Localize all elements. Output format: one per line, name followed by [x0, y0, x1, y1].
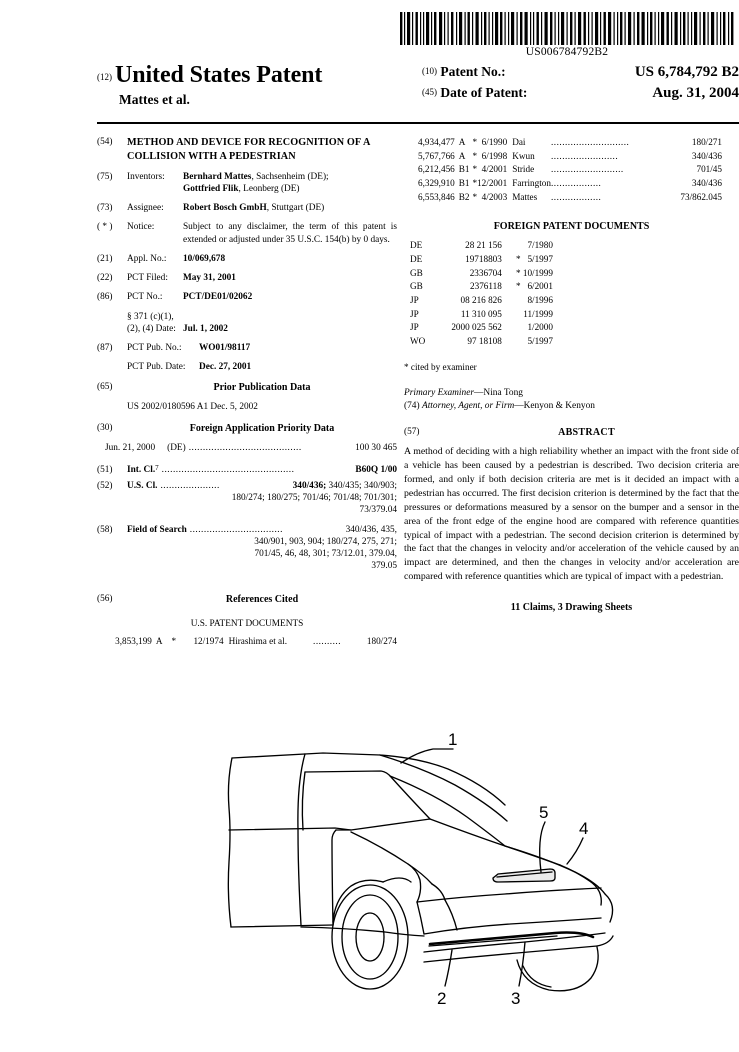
patent-header — [97, 62, 739, 120]
inventor-city: , Sachsenheim (DE); — [251, 171, 329, 182]
ref-name: Dai — [512, 137, 526, 147]
inventor-entry — [183, 183, 397, 195]
foreign-priority-code: (30) — [97, 423, 113, 434]
prior-pub-heading: Prior Publication Data — [213, 381, 311, 393]
section-371-labels — [127, 311, 183, 336]
ref-star: * — [472, 177, 478, 188]
us-cl-line3: 73/379.04 — [359, 505, 397, 516]
left-column — [97, 136, 397, 649]
foreign-number: 19718803 — [465, 254, 502, 265]
ref-kind: A — [458, 137, 466, 147]
appl-no-code: (21) — [97, 253, 113, 264]
us-cl-dots: ..................... — [160, 480, 220, 491]
foreign-patent-documents-table — [410, 239, 553, 348]
inventors-list — [183, 171, 397, 196]
ref-star: * — [472, 137, 478, 147]
ref-star: * — [472, 150, 478, 161]
foreign-country: DE — [410, 240, 423, 251]
notice-label: Notice: — [127, 222, 155, 233]
ref-class: 180/274 — [366, 636, 397, 647]
pct-pub-no-row — [97, 342, 397, 354]
table-row — [410, 321, 553, 335]
pct-pub-date-row — [97, 361, 397, 373]
ref-class: 701/45 — [696, 164, 722, 175]
patent-number-label-text: Patent No.: — [440, 64, 506, 79]
ref-class: 73/862.045 — [680, 191, 722, 202]
abstract-heading-row — [404, 426, 739, 439]
attorney-line — [404, 400, 739, 414]
ref-dots: .................. — [551, 191, 602, 202]
references-cited-heading: References Cited — [225, 593, 299, 605]
foreign-priority-heading: Foreign Application Priority Data — [189, 423, 335, 435]
abstract-heading: ABSTRACT — [558, 426, 615, 438]
foreign-number: 97 18108 — [467, 335, 502, 346]
section-371-line2: (2), (4) Date: — [127, 323, 176, 334]
us-cl-line2: 180/274; 180/275; 701/46; 701/48; 701/301; — [231, 493, 397, 504]
us-patent-documents-heading: U.S. PATENT DOCUMENTS — [190, 618, 304, 629]
callout-5: 5 — [539, 803, 549, 822]
table-row — [97, 635, 397, 649]
pct-pub-no-value: WO01/98117 — [199, 343, 251, 354]
kind-code: (12) — [97, 72, 112, 82]
foreign-country: GB — [410, 281, 423, 292]
int-cl-code: (51) — [97, 464, 113, 475]
primary-examiner-line — [404, 387, 739, 401]
primary-examiner-name: —Nina Tong — [474, 387, 523, 398]
callout-4: 4 — [579, 819, 589, 838]
assignee-value — [183, 202, 397, 214]
ref-date: 12/1974 — [193, 636, 224, 647]
ref-number: 6,212,456 — [418, 164, 455, 175]
notice-code: ( * ) — [97, 222, 113, 233]
inventor-city: , Leonberg (DE) — [238, 183, 300, 194]
pct-pub-no-label: PCT Pub. No.: — [127, 343, 182, 354]
title-code: (54) — [97, 137, 113, 147]
inventor-name: Bernhard Mattes — [183, 171, 252, 182]
int-cl-row — [97, 464, 397, 476]
inventors-row — [97, 171, 397, 196]
ref-kind: B1 — [458, 177, 470, 188]
foreign-country: WO — [410, 335, 426, 346]
foreign-number: 11 310 095 — [460, 308, 502, 319]
section-371-value-wrap — [183, 311, 397, 336]
patent-date-label-text: Date of Patent: — [440, 85, 528, 100]
us-cl-label: U.S. Cl. — [127, 480, 158, 491]
foreign-star — [514, 308, 523, 322]
assignee-label: Assignee: — [127, 203, 164, 214]
field-of-search-line2: 340/901, 903, 904; 180/274, 275, 271; — [254, 536, 397, 547]
references-cited-row — [97, 593, 397, 606]
patent-number-row — [422, 64, 739, 81]
assignee-row — [97, 202, 397, 214]
pct-filed-value: May 31, 2001 — [183, 273, 236, 284]
ref-kind: B2 — [458, 191, 470, 202]
ref-date: 4/2003 — [481, 191, 508, 202]
table-row — [410, 308, 553, 322]
foreign-priority-dots: ........................................ — [188, 443, 302, 454]
pct-filed-row — [97, 272, 397, 284]
abstract-code: (57) — [404, 426, 420, 437]
ref-date: 6/1998 — [481, 150, 508, 161]
table-row — [418, 191, 722, 205]
foreign-date: 8/1996 — [527, 294, 553, 305]
foreign-country: GB — [410, 267, 423, 278]
appl-no-value: 10/069,678 — [183, 253, 226, 264]
field-of-search-line4: 379.05 — [371, 561, 397, 572]
attorney-code: (74) — [404, 401, 420, 412]
pct-pub-date-label: PCT Pub. Date: — [127, 362, 186, 373]
foreign-date: 5/1997 — [527, 335, 553, 346]
table-row — [418, 150, 722, 164]
table-row — [410, 280, 553, 294]
foreign-country: JP — [410, 322, 419, 333]
pct-no-label: PCT No.: — [127, 292, 163, 303]
header-right — [422, 64, 739, 106]
us-cl-extra-classes: 340/435; 340/903; — [326, 480, 397, 491]
foreign-number: 2336704 — [469, 267, 502, 278]
page-title: United States Patent — [115, 62, 323, 88]
references-cited-code: (56) — [97, 593, 113, 604]
vehicle-drawing-svg — [205, 722, 735, 1022]
field-of-search-code: (58) — [97, 524, 113, 535]
ref-star: * — [472, 164, 478, 175]
barcode-block — [399, 12, 735, 58]
assignee-city: , Stuttgart (DE) — [266, 203, 325, 214]
ref-number: 4,934,477 — [418, 137, 455, 147]
pct-filed-code: (22) — [97, 273, 113, 284]
pct-pub-no-code: (87) — [97, 343, 113, 354]
notice-row — [97, 221, 397, 246]
pct-pub-date-value: Dec. 27, 2001 — [199, 362, 252, 373]
ref-dots: .......... — [313, 636, 341, 647]
inventor-name: Gottfried Flik — [183, 183, 239, 194]
foreign-number: 2376118 — [470, 281, 502, 292]
section-371-value: Jul. 1, 2002 — [183, 323, 228, 334]
ref-star: * — [171, 636, 177, 647]
ref-dots: .......................... — [551, 164, 624, 175]
invention-title: METHOD AND DEVICE FOR RECOGNITION OF A COLLISION WITH A PEDESTRIAN — [127, 137, 370, 162]
header-divider — [97, 122, 739, 124]
patent-number-code: (10) — [422, 66, 437, 76]
barcode-number: US006784792B2 — [525, 46, 609, 58]
ref-date: 6/1990 — [481, 137, 508, 147]
inventors-label: Inventors: — [127, 171, 165, 182]
patent-date-value: Aug. 31, 2004 — [652, 85, 739, 101]
foreign-country: DE — [410, 254, 423, 265]
table-row — [410, 294, 553, 308]
field-of-search-label: Field of Search — [127, 524, 187, 535]
prior-pub-value: US 2002/0180596 A1 Dec. 5, 2002 — [127, 401, 258, 412]
foreign-priority-country: (DE) — [167, 443, 186, 454]
foreign-star: * — [516, 281, 521, 292]
int-cl-value: B60Q 1/00 — [355, 464, 397, 475]
appl-no-row — [97, 253, 397, 265]
field-of-search-row — [97, 524, 397, 536]
ref-class: 340/436 — [691, 177, 722, 188]
foreign-star: * — [516, 254, 521, 265]
table-row — [418, 136, 722, 150]
right-column — [404, 136, 739, 614]
patent-date-code: (45) — [422, 87, 437, 97]
ref-name: Kwun — [512, 150, 535, 161]
ref-dots: .................. — [551, 177, 602, 188]
table-row — [410, 239, 553, 253]
ref-date: 12/2001 — [477, 177, 508, 188]
prior-pub-code: (65) — [97, 381, 113, 392]
ref-class: 340/436 — [691, 150, 722, 161]
us-cl-primary-class: 340/436; — [292, 480, 327, 491]
ref-date: 4/2001 — [481, 164, 508, 175]
abstract-text: A method of deciding with a high reliability whether an impact with the front side of a vehicle has been caused by a pedestrian is described. Two decision criteria are formed, and only if both decision criteria are met is it decided an impact with a pedestrian has occurred. The first decision criterion is determined by the fact that the pressures or deformations measured by a sensor on the bumper and a sensor in the area of the front edge of the engine hood are compared with reference quantities typical of impact with a pedestrian. The second decision criterion is determined by the fact that the changes in velocity and/or acceleration of the vehicle caused by an impact are determined, and then the changes in velocity and/or acceleration are compared with reference quantities which are typical of impact with a pedestrian. — [404, 446, 739, 583]
foreign-star — [514, 321, 523, 335]
foreign-date: 6/2001 — [527, 281, 553, 292]
foreign-date: 1/2000 — [527, 322, 553, 333]
us-cl-code: (52) — [97, 480, 113, 491]
pct-pub-date-spacer — [97, 361, 127, 373]
section-371-spacer — [97, 311, 127, 336]
ref-name: Farrington — [512, 177, 551, 188]
barcode-icon — [399, 12, 735, 45]
foreign-country: JP — [410, 308, 419, 319]
vehicle-front-view-drawing — [205, 722, 735, 1022]
table-row — [410, 253, 553, 267]
pct-no-code: (86) — [97, 292, 113, 303]
foreign-date: 7/1980 — [527, 240, 553, 251]
patent-number-label — [422, 64, 550, 80]
assignee-name: Robert Bosch GmbH — [183, 203, 267, 214]
ref-dots: ........................ — [551, 150, 619, 161]
attorney-name: —Kenyon & Kenyon — [514, 401, 595, 412]
section-371-row — [97, 311, 397, 336]
ref-dots: ............................ — [551, 137, 630, 147]
attorney-label: Attorney, Agent, or Firm — [421, 401, 515, 412]
table-row — [410, 335, 553, 349]
assignee-code: (73) — [97, 203, 113, 214]
patent-number-value: US 6,784,792 B2 — [634, 64, 739, 80]
applicant-name: Mattes et al. — [119, 92, 190, 107]
int-cl-label: Int. Cl. — [127, 464, 156, 475]
notice-text: Subject to any disclaimer, the term of this patent is extended or adjusted under 35 U.S.C. 154(b) by 0 days. — [183, 222, 397, 245]
foreign-date: 10/1999 — [522, 267, 553, 278]
foreign-date: 5/1997 — [527, 254, 553, 265]
table-row — [418, 177, 722, 191]
inventors-code: (75) — [97, 171, 113, 182]
us-patent-documents-table-right — [418, 136, 722, 204]
ref-class: 180/271 — [691, 137, 722, 147]
pct-no-row — [97, 291, 397, 303]
ref-star: * — [472, 191, 478, 202]
pct-no-value: PCT/DE01/02062 — [183, 292, 253, 303]
claims-sheets-line: 11 Claims, 3 Drawing Sheets — [510, 602, 633, 614]
ref-number: 6,329,910 — [418, 177, 455, 188]
callout-2: 2 — [437, 989, 447, 1008]
us-cl-value — [293, 480, 397, 492]
us-patent-documents-table-left — [97, 635, 397, 649]
foreign-priority-entry — [105, 442, 397, 454]
ref-kind: A — [155, 636, 163, 647]
foreign-number: 08 216 826 — [460, 294, 502, 305]
table-row — [410, 267, 553, 281]
primary-examiner-label: Primary Examiner — [404, 387, 475, 398]
foreign-date: 11/1999 — [523, 308, 553, 319]
ref-name: Hirashima et al. — [228, 636, 287, 647]
int-cl-dots: ............................................... — [161, 464, 295, 475]
foreign-priority-row — [97, 422, 397, 435]
field-of-search-line3: 701/45, 46, 48, 301; 73/12.01, 379.04, — [254, 549, 397, 560]
header-left — [97, 62, 397, 108]
ref-number: 6,553,846 — [418, 191, 455, 202]
foreign-priority-date: Jun. 21, 2000 — [105, 443, 156, 454]
ref-kind: A — [458, 150, 466, 161]
invention-title-row — [97, 136, 397, 164]
field-of-search-dots: ................................. — [189, 524, 283, 535]
foreign-star — [514, 239, 523, 253]
patent-date-label — [422, 85, 550, 101]
section-371-line1: § 371 (c)(1), — [127, 311, 174, 322]
ref-kind: B1 — [458, 164, 470, 175]
table-row — [418, 163, 722, 177]
foreign-number: 2000 025 562 — [451, 322, 502, 333]
field-of-search-line1: 340/436, 435, — [345, 524, 397, 535]
pct-filed-label: PCT Filed: — [127, 273, 168, 284]
ref-number: 3,853,199 — [115, 636, 152, 647]
foreign-priority-number: 100 30 465 — [355, 443, 397, 454]
callout-3: 3 — [511, 989, 521, 1008]
foreign-star — [514, 335, 523, 349]
callout-1: 1 — [448, 730, 458, 749]
int-cl-superscript: 7 — [155, 463, 159, 472]
inventor-entry — [183, 171, 397, 183]
foreign-star — [514, 294, 523, 308]
us-cl-row — [97, 480, 397, 492]
foreign-patent-documents-heading: FOREIGN PATENT DOCUMENTS — [493, 221, 650, 233]
patent-date-row — [422, 85, 739, 102]
foreign-number: 28 21 156 — [465, 240, 502, 251]
foreign-star: * — [516, 267, 521, 278]
prior-pub-row — [97, 381, 397, 394]
ref-name: Stride — [512, 164, 535, 175]
appl-no-label: Appl. No.: — [127, 253, 167, 264]
cited-by-examiner-note: * cited by examiner — [404, 361, 477, 372]
ref-number: 5,767,766 — [418, 150, 455, 161]
foreign-country: JP — [410, 294, 419, 305]
ref-name: Mattes — [512, 191, 538, 202]
